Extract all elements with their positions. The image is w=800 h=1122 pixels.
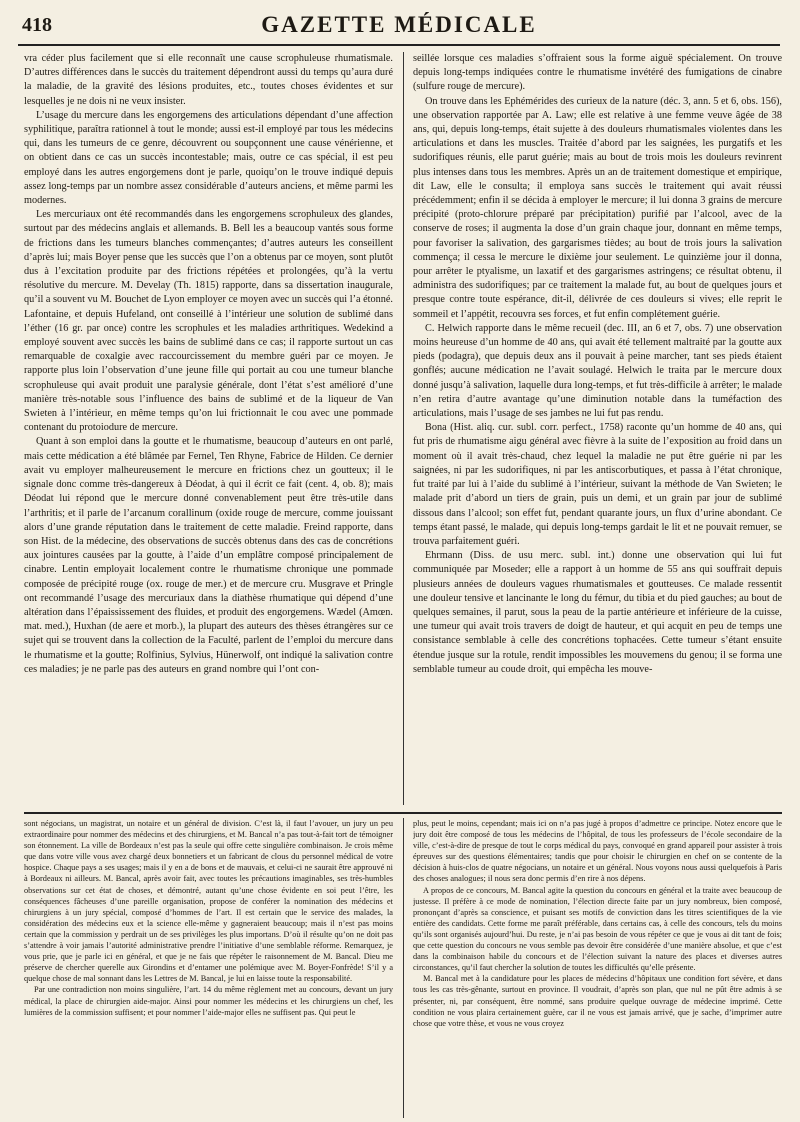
article-paragraph: C. Helwich rapporte dans le même recueil (dec. III, an 6 et 7, obs. 7) une observation moins heureuse d’un homme de 40 ans, qui avait été tellement maltraité par la goutte aux pieds (podagra), que depuis deux ans il pouvait à peine marcher, tant ses pieds étaient gonflés; aucune médication ne l’avait soulagé. Helwich le traita par le mercure doux donné jusqu’à salivation, laquelle dura long-temps, et fut très-difficile à arrêter; le malade n’en retira d’autre avantage qu’une diminution notable dans la tuméfaction des articulations, mais l’usage de ses jambes ne lui fut pas rendu. bbox=[413, 322, 782, 420]
article-paragraph: seillée lorsque ces maladies s’offraient sous la forme aiguë spécialement. On trouve depuis long-temps indiquées contre le rhumatisme invétéré des fumigations de cinabre (sulfure rouge de mercure). bbox=[413, 53, 782, 93]
article-column-left bbox=[24, 52, 393, 805]
page-number: 418 bbox=[22, 14, 52, 36]
feuilleton-paragraph: M. Bancal met à la candidature pour les places de médecins d’hôpitaux une condition fort sévère, et dans tous les cas très-gênante, surtout en province. Il voudrait, d’après son plan, que nul ne pût être admis à se présenter, ni, par conséquent, être nommé, sans produire quelque ouvrage de médecine imprimé. Cette condition ne vous plaira certainement guère, car il ne vous est jamais arrivé, que je sache, d’imprimer autre chose que votre thèse, et vous ne vous croyez bbox=[413, 974, 782, 1028]
feuilleton-paragraph: A propos de ce concours, M. Bancal agite la question du concours en général et la traite avec beaucoup de justesse. Il préfère à ce mode de nomination, l’élection directe faite par un jury nombreux, bien composé, prononçant d’après sa conscience, et puisant ses motifs de conviction dans les titres scientifiques de la vie entière des candidats. Cette forme me paraît préférable, dans certains cas, à celle des concours, tels du moins qu’ils sont organisés aujourd’hui. Du reste, je n’ai pas besoin de vous répéter ce que je vous ai dit tant de fois; que cette question du concours ne vous semble pas devoir être considérée d’une manière absolue, et que c’est dans la combinaison habile du concours et de l’élection suivant la nature des places et diverses autres circonstances, qu’il faut chercher la solution de toutes les difficultés qu’elle présente. bbox=[413, 885, 782, 973]
article-paragraph: Les mercuriaux ont été recommandés dans les engorgemens scrophuleux des glandes, surtout par des médecins anglais et allemands. B. Bell les a beaucoup vantés sous forme de frictions dans les tumeurs blanches commençantes; d’autres auteurs les conseillent d’après lui; mais Boyer pense que les succès que l’on a obtenus par ce moyen, sont plutôt dus à l’excitation produite par des frictions répétées et prolongées, qu’à la vertu résolutive du mercure. M. Develay (Th. 1815) rapporte, dans sa dissertation inaugurale, qu’il a souvent vu M. Bouchet de Lyon employer ce moyen avec un succès qui l’a étonné. Lafontaine, et depuis Hufeland, ont conseillé à l’intérieur une solution de sublimé dans l’éther (16 gr. par once) contre les scrophules et les maladies arthritiques. Wedekind a employé souvent avec succès les bains de sublimé dans ce cas; il rapporte surtout un cas remarquable de coxalgie avec raccourcissement du membre guéri par ce moyen. Je rapporte plus loin l’observation d’une jeune fille qui portait au cou une tumeur blanche scrophuleuse qui avait produit une paralysie générale, dont l’état s’est amélioré d’une manière très-notable sous l’influence des bains de sublimé et de la liqueur de Van Swieten à l’intérieur, en même temps qu’on lui frictionnait le cou avec une pommade contenant du protoiodure de mercure. bbox=[24, 209, 393, 434]
article-paragraph: vra céder plus facilement que si elle reconnaît une cause scrophuleuse rhumatismale. D’autres différences dans le succès du traitement dépendront aussi du temps qu’aura duré la maladie, de la gravité des lésions produites, etc., toutes choses évidentes et sur lesquelles je ne dois ni ne veux insister. bbox=[24, 53, 393, 107]
feuilleton-paragraph: sont négocians, un magistrat, un notaire et un général de division. C’est là, il faut l’avouer, un jury un peu extraordinaire pour nommer des médecins et des chirurgiens, et M. Bancal n’a pas tout-à-fait tort de témoigner son étonnement. La ville de Bordeaux n’est pas la seule qui offre cette singulière combinaison. Je crois même que dans votre ville vous avez chargé deux bonnetiers et un fabricant de clous du personnel médical de votre hospice. Chaque pays a ses usages; mais il y en a de bons et de mauvais, et celui-ci ne saurait être approuvé ni à Bordeaux ni ailleurs. M. Bancal, après avoir fait, avec toutes les précautions imaginables, ses très-humbles observations sur cet état de choses, et démontré, autant qu’une chose évidente en soi peut l’être, les conséquences fâcheuses d’une pareille organisation, propose de conférer la nomination des médecins et chirurgiens à un jury spécial, composé d’hommes de l’art. Il est certain que le service des malades, la considération des médecins eux et la science elle-même y gagneraient beaucoup; mais il n’est pas moins certain que la commission y perdrait un de ses privilèges les plus importans. D’où il résulte qu’on ne doit pas s’attendre à voir jamais l’autorité administrative prendre l’initiative d’une semblable réforme. Remarquez, je vous prie, que je parle ici en général, et que je ne fais que répéter le raisonnement de M. Bancal. Dieu me préserve de chercher querelle aux Girondins et d’entamer une polémique avec M. Boyer-Fonfrède! S’il y a quelque chose de mal sonnant dans les Lettres de M. Bancal, je lui en laisse toute la responsabilité. bbox=[24, 819, 393, 984]
article-paragraph: L’usage du mercure dans les engorgemens des articulations dépendant d’une affection syphilitique, paraîtra rationnel à tout le monde; aussi est-il employé par tous les médecins qui, dans les tumeurs de ce genre, découvrent ou soupçonnent une cause vénérienne, et on obtient dans ce cas un succès incontestable; mais, outre ce cas spécial, il est peu employé dans les autres engorgemens dont je parle, quoiqu’on le trouve indiqué depuis assez long-temps par un nombre assez considérable d’auteurs anciens, et même parmi les modernes. bbox=[24, 109, 393, 207]
journal-title: GAZETTE MÉDICALE bbox=[261, 12, 537, 37]
article-paragraph: Bona (Hist. aliq. cur. subl. corr. perfect., 1758) raconte qu’un homme de 40 ans, qui fut pris de rhumatisme aigu général avec fièvre à la suite de l’exposition au froid dans un moment où il avait très-chaud, chez lequel la maladie ne put être guérie ni par les saignées, ni par les sudorifiques, ni par les antiscorbutiques, et passa à l’état chronique, fut traité par lui à l’aide du sublimé à l’intérieur, suivant la méthode de Van Swieten; le malade prit d’abord un tiers de grain, puis un demi, et un grain par jour de sublimé dissous dans l’alcool; son effet fut, pendant quarante jours, un flux d’urine abondant. Ce temps étant passé, le malade, qui depuis long-temps gardait le lit et ne pouvait remuer, se trouva parfaitement guéri. bbox=[413, 422, 782, 547]
article-paragraph: Ehrmann (Diss. de usu merc. subl. int.) donne une observation qui lui fut communiquée par Moseder; elle a rapport à un homme de 55 ans qui souffrait depuis plusieurs années de douleurs vagues rhumatismales et goutteuses. Ce malade ressentit une douleur tensive et lancinante le long du fémur, du tibia et du pied gauches; au bout de quelques semaines, il parut, sous la peau de la partie antérieure et inférieure de la cuisse, une tumeur qui avait trois travers de doigt de hauteur, et qui acquit en peu de temps une consistance semblable à celle des concrétions tophacées. Cette tumeur s’étant ensuite étendue jusque sur la rotule, rendit impossibles les mouvemens du genou; il se forma une semblable tumeur au coude droit, qui empêcha les mouve- bbox=[413, 550, 782, 675]
feuilleton-separator bbox=[24, 812, 782, 814]
feuilleton-paragraph: plus, peut le moins, cependant; mais ici on n’a pas jugé à propos d’admettre ce principe. Notez encore que le jury doit être composé de tous les médecins de l’hôpital, de tous les professeurs de l’école secondaire de la ville, c’est-à-dire de presque de tout le corps médical du pays, convoqué en grand appareil pour assister à trois épreuves sur des questions élémentaires; tandis que pour choisir le chirurgien en chef on se contente de la décision à huis-clos de quatre négocians, un notaire et un général. Nous voyons nous aussi quelquefois à Paris des choses analogues; il nous sera donc permis d’en rire à nos dépens. bbox=[413, 819, 782, 884]
masthead bbox=[18, 10, 780, 46]
feuilleton-paragraph: Par une contradiction non moins singulière, l’art. 14 du même règlement met au concours, devant un jury médical, la place de chirurgien aide-major. Ainsi pour nommer les médecins et les chirurgiens un chef, les lumières de la commission suffisent; et pour nommer l’aide-major elles ne suffisent pas. Qui peut le bbox=[24, 985, 393, 1017]
article-paragraph: On trouve dans les Ephémérides des curieux de la nature (déc. 3, ann. 5 et 6, obs. 156), une observation rapportée par A. Law; elle est relative à une femme veuve âgée de 38 ans, qui, depuis long-temps, était sujette à des douleurs rhumatismales violentes dans les articulations et dans les muscles. Traitée d’abord par les saignées, les purgatifs et les sudorifiques réunis, elle parut guérie; mais au bout de trois mois les douleurs revinrent plus intenses dans tous les membres. Après un an de traitement domestique et empirique, dit Law, elle le consulta; il employa sans succès le traitement qui avait réussi précédemment; enfin il se décida à employer le mercure; il lui donna 3 grains de mercure précipité (proto-chlorure préparé par précipitation) purifié par l’alcool, avec de la conserve de roses; il augmenta la dose d’un grain chaque jour, donnant en même temps, pour favoriser la salivation, des gargarismes tièdes; au bout de trois jours la salivation commença; il cessa le mercure le dixième jour seulement. Le quinzième jour il donna, pour arrêter le ptyalisme, un laxatif et des gargarismes astringens; ce résultat obtenu, il administra des sudorifiques; par ce traitement la malade fut, au bout de quelques jours et presque contre toute espérance, dit-il, délivrée de ces douleurs si vives; elle reprit le sommeil et l’appétit, recouvra ses forces, et fut enfin complétement guérie. bbox=[413, 95, 782, 320]
feuilleton-column-right bbox=[413, 818, 782, 1118]
feuilleton bbox=[24, 818, 782, 1118]
column-divider bbox=[403, 52, 404, 805]
article-column-right bbox=[413, 52, 782, 805]
main-article bbox=[24, 52, 782, 805]
column-divider bbox=[403, 818, 404, 1118]
feuilleton-column-left bbox=[24, 818, 393, 1118]
article-paragraph: Quant à son emploi dans la goutte et le rhumatisme, beaucoup d’auteurs en ont parlé, mais cette médication a été blâmée par Fernel, Ten Rhyne, Fabrice de Hilden. Ce dernier avait vu employer malheureusement le mercure en frictions chez un goutteux; il le signale donc comme très-dangereux à Déodat, à qui il écrit ce fait (cent. 4, ob. 8); mais Déodat lui répond que le mercure donné convenablement peut être très-utile dans l’arthritis; et il parle de l’arcanum corallinum (oxide rouge de mercure, comme jouissant alors d’une grande réputation dans le traitement de cette maladie. Freind rapporte, dans son Hist. de la médecine, des observations de succès obtenus dans des cas de concrétions aux jointures causées par la goutte, à l’aide d’un emplâtre composé principalement de cinabre. Lentin employait localement contre le rhumatisme chronique une pommade composée de précipité rouge (ox. rouge de mer.) et de mercure cru. Musgrave et Pringle ont recommandé l’usage des mercuriaux dans la diathèse rhumatique qui dépend d’une altération dans l’épaississement des fluides, et produit des engorgemens. Wædel (Amœn. mat. med.), Huxhan (de aere et morb.), la plupart des auteurs des thèses étrangères sur ce sujet qui se trouvent dans la collection de la Faculté, parlent de l’emploi du mercure dans le rhumatisme et la goutte; Rolfinius, Sylvius, Hünerwolf, ont indiqué la salivation contre ces maladies; je ne parle pas des auteurs en grand nombre qui l’ont con- bbox=[24, 436, 393, 675]
